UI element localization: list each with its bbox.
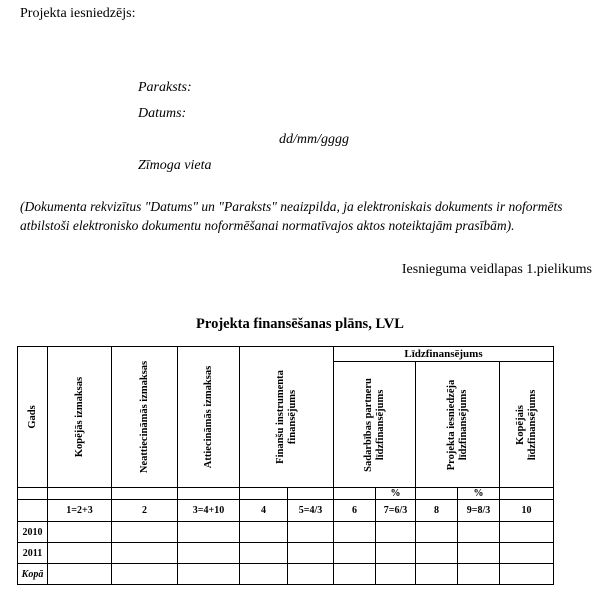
data-cell: [500, 543, 554, 564]
data-cell: [178, 543, 240, 564]
data-cell: [376, 543, 416, 564]
data-cell: [334, 564, 376, 585]
header-eligible-costs: Attiecināmās izmaksas: [178, 347, 240, 488]
header-partner-cofinancing: Sadarbības partneru līdzfinansējums: [334, 362, 416, 488]
data-cell: [500, 564, 554, 585]
data-cell: [240, 522, 288, 543]
formula-cell: 2: [112, 500, 178, 522]
data-cell: [178, 522, 240, 543]
table-row: [18, 543, 554, 564]
header-total-cofinancing: Kopējais līdzfinansējums: [500, 362, 554, 488]
percent-sign: %: [458, 488, 500, 500]
submitter-label: Projekta iesniedzējs:: [20, 6, 136, 21]
formula-row: [18, 500, 554, 522]
table-row-total: [18, 564, 554, 585]
header-total-costs: Kopējās izmaksas: [48, 347, 112, 488]
financing-plan-table: [17, 346, 554, 585]
data-cell: [112, 564, 178, 585]
appendix-label: Iesnieguma veidlapas 1.pielikums: [401, 262, 592, 277]
data-cell: [288, 564, 334, 585]
header-ineligible-costs: Neattiecināmās izmaksas: [112, 347, 178, 488]
data-cell: [458, 543, 500, 564]
header-submitter-cofinancing: Projekta iesniedzēja līdzfinansējums: [416, 362, 500, 488]
data-cell: [416, 543, 458, 564]
formula-cell: 4: [240, 500, 288, 522]
header-cofinancing-group: Līdzfinansējums: [334, 347, 554, 362]
data-cell: [48, 543, 112, 564]
percent-sign: %: [376, 488, 416, 500]
formula-cell: 1=2+3: [48, 500, 112, 522]
date-label: Datums:: [138, 106, 187, 121]
data-cell: [178, 564, 240, 585]
data-cell: [334, 543, 376, 564]
data-cell: [288, 522, 334, 543]
data-cell: [240, 564, 288, 585]
data-cell: [112, 522, 178, 543]
data-cell: [416, 522, 458, 543]
table-title: Projekta finansēšanas plāns, LVL: [196, 316, 404, 332]
formula-cell: 7=6/3: [376, 500, 416, 522]
data-cell: [500, 522, 554, 543]
header-year: Gads: [18, 347, 48, 488]
formula-cell: 10: [500, 500, 554, 522]
signature-label: Paraksts:: [138, 80, 192, 95]
data-cell: [458, 564, 500, 585]
formula-cell: 8: [416, 500, 458, 522]
data-cell: [48, 564, 112, 585]
data-cell: [376, 522, 416, 543]
data-cell: [334, 522, 376, 543]
percent-row: [18, 488, 554, 500]
signature-note: (Dokumenta rekvizītus "Datums" un "Paraksts" neaizpilda, ja elektroniskais dokuments ir noformēts atbilstoši elektronisko dokumentu noformēšanai normatīvajos aktos noteiktajām prasībām).: [20, 199, 563, 233]
formula-cell: 5=4/3: [288, 500, 334, 522]
header-instrument-funding: Finanšu instrumenta finansējums: [240, 347, 334, 488]
stamp-label: Zīmoga vieta: [138, 158, 212, 173]
row-label: 2010: [18, 522, 48, 543]
formula-cell: [18, 500, 48, 522]
formula-cell: 6: [334, 500, 376, 522]
table-row: [18, 522, 554, 543]
data-cell: [458, 522, 500, 543]
row-label: 2011: [18, 543, 48, 564]
data-cell: [416, 564, 458, 585]
formula-cell: 9=8/3: [458, 500, 500, 522]
data-cell: [376, 564, 416, 585]
formula-cell: 3=4+10: [178, 500, 240, 522]
data-cell: [112, 543, 178, 564]
data-cell: [240, 543, 288, 564]
date-format: dd/mm/gggg: [279, 132, 349, 147]
data-cell: [288, 543, 334, 564]
data-cell: [48, 522, 112, 543]
row-label-total: Kopā: [18, 564, 48, 585]
